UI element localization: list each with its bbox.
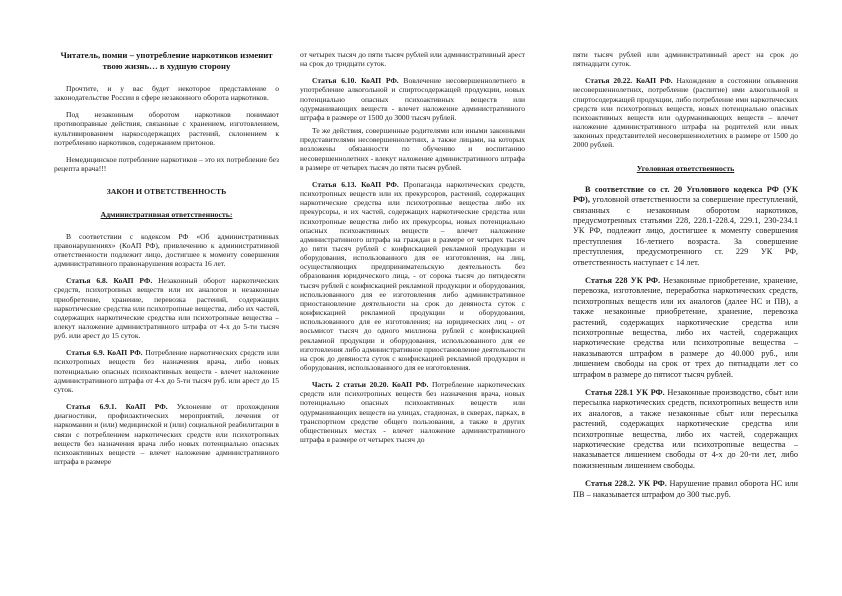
koap-age-paragraph: В соответствии с кодексом РФ «Об административных правонарушениях» (КоАП РФ), привлечению к административной ответственности подлежит лицо, достигшее к моменту совершения административного правонарушения возраста 16 лет. <box>54 231 279 269</box>
parents-paragraph: Те же действия, совершенные родителями или иными законными представителями несовершеннолетних, а также лицами, на которых возложены обязанности по обучению и воспитанию несовершеннолетних - влекут наложение административного штрафа в размере от четырех тысяч до пяти тысяч рублей. <box>300 126 525 172</box>
article-6-8-text: Незаконный оборот наркотических средств, психотропных веществ или их аналогов и незаконные приобретение, хранение, перевозка растений, содержащих наркотические средства или психотропные вещества, либо их частей, содержащих наркотические средства или психотропные вещества – влекут наложение административного штрафа от 4-х до 5-ти тысяч руб. или арест до 15 суток. <box>54 276 279 341</box>
article-6-13-text: Пропаганда наркотических средств, психотропных веществ или их прекурсоров, растений, содержащих наркотические средства или психотропные вещества либо их прекурсоры, и их частей, содержащих наркотические средства или психотропные вещества либо их прекурсоры, новых потенциально опасных психоактивных веществ – влечет наложение административного штрафа на граждан в размере от четырех тысяч до пяти тысяч рублей с конфискацией рекламной продукции и оборудования, использованного для ее изготовления, на лиц, осуществляющих предпринимательскую деятельность без образования юридического лица, - от сорока тысяч до пятидесяти тысяч рублей с конфискацией рекламной продукции и оборудования, использованного для ее изготовления либо административное приостановление деятельности на срок до девяноста суток с конфискацией рекламной продукции и оборудования, использованного для ее изготовления; на юридических лиц - от восьмисот тысяч до одного миллиона рублей с конфискацией рекламной продукции и оборудования, использованного для ее изготовления либо административное приостановление деятельности на срок до девяноста суток с конфискацией рекламной продукции и оборудования, использованного для ее изготовления. <box>300 179 525 372</box>
article-20-20-continuation: пяти тысяч рублей или административный арест на срок до пятнадцати суток. <box>573 50 798 69</box>
column-left <box>54 50 279 466</box>
uk-article-228-2 <box>573 479 798 500</box>
uk-article-228-1 <box>573 388 798 471</box>
article-6-8-label: Статья 6.8. КоАП РФ. <box>66 276 153 286</box>
article-20-22-text: Нахождение в состоянии опьянения несовершеннолетних, потребление (распитие) ими алкогольной и спиртосодержащей продукции, либо потребление ими наркотических средств или психотропных веществ, новых потенциально опасных психоактивных веществ или одурманивающих веществ – влечет наложение административного штрафа на родителей или иных законных представителей несовершеннолетних в размере от 1500 до 2000 рублей. <box>573 76 798 150</box>
article-6-9-text: Потребление наркотических средств или психотропных веществ без назначения врача, либо новых потенциально опасных психоактивных веществ - влечет наложение административного штрафа от 4-х до 5-ти тысяч руб. или арест до 15 суток. <box>54 348 280 394</box>
column-middle <box>300 50 525 444</box>
uk-article-228-1-text: Незаконные производство, сбыт или пересылка наркотических средств, психотропных веществ или их аналогов, а также незаконные сбыт или пересылка растений, содержащих наркотические средства или психотропные вещества, либо их частей, содержащих наркотические средства или психотропные вещества – наказывается лишением свободы от 4-х до 20-ти лет, либо пожизненным лишением свободы. <box>573 388 798 470</box>
article-6-10-label: Статья 6.10. КоАП РФ. <box>312 76 399 86</box>
uk-article-20-label: В соответствие со ст. 20 Уголовного кодекса РФ (УК РФ), <box>573 184 798 205</box>
article-6-9 <box>54 348 279 394</box>
column-right <box>573 50 798 500</box>
illegal-trafficking-definition: Под незаконным оборотом наркотиков понимают противоправные действия, связанные с хранением, изготовлением, культивированием наркосодержащих растений, склонением к потреблению наркотиков, содержанием притонов. <box>54 110 279 147</box>
article-6-9-1-label: Статья 6.9.1. КоАП РФ. <box>66 402 168 412</box>
article-6-10-text: Вовлечение несовершеннолетнего в употребление алкогольной и спиртосодержащей продукции, новых потенциально опасных психоактивных веществ или одурманивающих веществ - влечет наложение административного штрафа в размере от 1500 до 3000 тысяч рублей. <box>300 76 525 122</box>
article-20-22 <box>573 76 798 149</box>
uk-article-228-1-label: Статья 228.1 УК РФ. <box>585 388 665 398</box>
article-6-8 <box>54 276 279 340</box>
article-6-9-label: Статья 6.9. КоАП РФ. <box>66 348 143 358</box>
uk-article-228-text: Незаконные приобретение, хранение, перевозка, изготовление, переработка наркотических средств, психотропных веществ или их аналогов (далее НС и ПВ), а также незаконные приобретение, хранение, перевозка растений, содержащих наркотические средства или психотропные вещества, либо их частей, содержащих наркотические средства или психотропные вещества – наказываются штрафом в размере до 40.000 руб., или лишением свободы на срок от трех до пятнадцати лет со штрафом в размере до пятисот тысяч рублей. <box>573 275 798 379</box>
article-6-9-1-text: Уклонение от прохождения диагностики, профилактических мероприятий, лечения от наркомании и (или) медицинской и (или) социальной реабилитации в связи с потреблением наркотических средств или психотропных веществ без назначения врача либо новых потенциально опасных психоактивных веществ – влечет наложение административного штрафа в размере <box>54 402 279 466</box>
uk-article-228-2-label: Статья 228.2. УК РФ. <box>585 479 667 489</box>
article-6-10 <box>300 76 525 122</box>
non-medical-use-definition: Немедицинское потребление наркотиков – это их потребление без рецепта врача!!! <box>54 154 279 174</box>
uk-article-228-label: Статья 228 УК РФ. <box>585 275 661 285</box>
law-heading: ЗАКОН И ОТВЕТСТВЕННОСТЬ <box>106 187 227 197</box>
article-20-20-text: Потребление наркотических средств или психотропных веществ без назначения врача, новых потенциально опасных психоактивных веществ или одурманивающих веществ на улицах, стадионах, в скверах, парках, в транспортном средстве общего пользования, а также в других общественных местах - влечет наложение административного штрафа в размере от четырех тысяч до <box>300 380 525 445</box>
article-20-22-label: Статья 20.22. КоАП РФ. <box>585 76 673 86</box>
uk-article-20 <box>573 185 798 268</box>
article-6-9-1-continuation: от четырех тысяч до пяти тысяч рублей или административный арест на срок до тридцати суток. <box>300 50 525 69</box>
leaflet-title: Читатель, помни – употребление наркотиков изменит твою жизнь… в худшую сторону <box>60 50 273 71</box>
uk-article-20-text: уголовной ответственности за совершение преступлений, связанных с незаконным оборотом наркотиков, предусмотренных статьями 228, 228.1-228.4, 229.1, 230-234.1 УК РФ, подлежит лицо, достигшее к моменту совершения преступления 16-летнего возраста. За совершение преступления, предусмотренного ст. 229 УК РФ, ответственность наступает с 14 лет. <box>573 195 798 267</box>
article-6-13 <box>300 180 525 372</box>
criminal-responsibility-heading: Уголовная ответственность <box>636 163 735 173</box>
admin-responsibility-heading: Административная ответственность: <box>100 210 233 220</box>
intro-paragraph: Прочтите, и у вас будет некоторое представление о законодательстве России в сфере незаконного оборота наркотиков. <box>54 84 279 103</box>
uk-article-228-2-text: Нарушение правил оборота НС или ПВ – наказывается штрафом до 300 тыс.руб. <box>573 479 798 499</box>
article-6-9-1 <box>54 402 279 466</box>
article-20-20 <box>300 380 525 444</box>
article-20-20-label: Часть 2 статьи 20.20. КоАП РФ. <box>312 380 429 390</box>
article-6-13-label: Статья 6.13. КоАП РФ. <box>312 179 399 189</box>
uk-article-228 <box>573 276 798 380</box>
